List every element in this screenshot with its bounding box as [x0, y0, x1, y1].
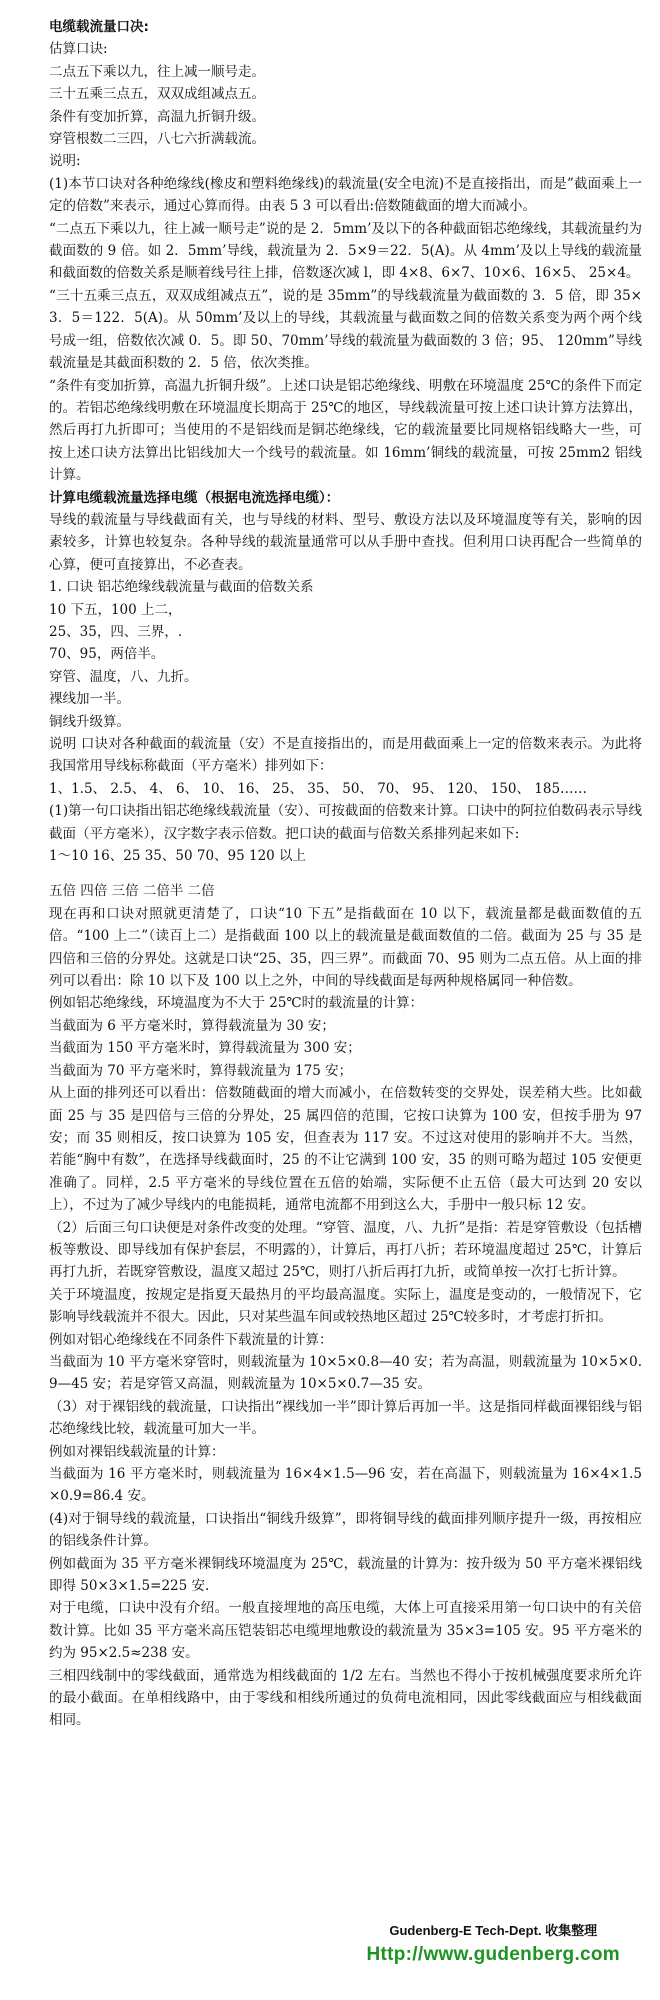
body-paragraph: 从上面的排列还可以看出：倍数随截面的增大而减小，在倍数转变的交界处，误差稍大些。比如截面 25 与 35 是四倍与三倍的分界处，25 属四倍的范围，它按口诀算为 100 安，但按手册为 97 安；而 35 则相反，按口诀算为 105 安，但查表为 117 安。不过这对使用的影响并不大。当然，若能“胸中有数”，在选择导线截面时，25 的不让它满到 100 安，35 的则可略为超过 105 安便更准确了。同样，2.5 平方毫米的导线位置在五倍的始端，实际便不止五倍（最大可达到 20 安以上），不过为了减少导线内的电能损耗，通常电流都不用到这么大，手册中一般只标 12 安。 [49, 1085, 642, 1214]
body-paragraph: 关于环境温度，按规定是指夏天最热月的平均最高温度。实际上，温度是变动的，一般情况下，它影响导线载流并不很大。因此，只对某些温车间或较热地区超过 25℃较多时，才考虑打折扣。 [49, 1286, 642, 1326]
body-paragraph: 三相四线制中的零线截面，通常选为相线截面的 1/2 左右。当然也不得小于按机械强度要求所允许的最小截面。在单相线路中，由于零线和相线所通过的负荷电流相同，因此零线截面应与相线截面相同。 [49, 1667, 642, 1729]
section-list: 1、1.5、 2.5、 4、 6、 10、 16、 25、 35、 50、 70、 95、 120、 150、 185…… [49, 780, 588, 797]
section2-verse: 铜线升级算。 [49, 713, 130, 730]
body-paragraph: 当截面为 16 平方毫米时，则载流量为 16×4×1.5—96 安，若在高温下，则载流量为 16×4×1.5×0.9=86.4 安。 [49, 1466, 642, 1505]
body-paragraph: （2）后面三句口诀便是对条件改变的处理。“穿管、温度，八、九折”是指：若是穿管敷设（包括槽板等敷设、即导线加有保护套层，不明露的），计算后，再打八折；若环境温度超过 25℃，计算后再打九折，若既穿管敷设，温度又超过 25℃，则打八折后再打九折，或简单按一次打七折计算。 [49, 1219, 642, 1281]
section2-heading: 计算电缆载流量选择电缆（根据电流选择电缆）： [49, 489, 340, 506]
section2-intro: 导线的载流量与导线截面有关，也与导线的材料、型号、敷设方法以及环境温度等有关，影响的因素较多，计算也较复杂。各种导线的载流量通常可以从手册中查找。但利用口诀再配合一些简单的心算，便可直接算出，不必查表。 [49, 511, 642, 573]
section-ranges: 1～10 16、25 35、50 70、95 120 以上 [49, 848, 307, 865]
note-paragraph: 说明 口诀对各种截面的载流量（安）不是直接指出的，而是用截面乘上一定的倍数来表示。为此将我国常用导线标称截面（平方毫米）排列如下： [49, 736, 642, 775]
estimate-verse: 二点五下乘以九，往上减一顺号走。 [49, 63, 265, 80]
section2-verse: 裸线加一半。 [49, 691, 130, 708]
section2-verse: 70、95，两倍半。 [49, 646, 165, 663]
body-paragraph: 对于电缆，口诀中没有介绍。一般直接埋地的高压电缆，大体上可直接采用第一句口诀中的有关倍数计算。比如 35 平方毫米高压铠装铝芯电缆埋地敷设的载流量为 35×3=105 安。95 平方毫米的约为 95×2.5≈238 安。 [49, 1600, 642, 1662]
explain-paragraph: “条件有变加折算，高温九折铜升级”。上述口诀是铝芯绝缘线、明敷在环境温度 25℃的条件下而定的。若铝芯绝缘线明敷在环境温度长期高于 25℃的地区，导线载流量可按上述口诀计算方法算出，然后再打九折即可；当使用的不是铝线而是铜芯绝缘线，它的载流量要比同规格铝线略大一些，可按上述口诀方法算出比铝线加大一个线号的载流量。如 16mm’铜线的载流量，可按 25mm2 铝线计算。 [49, 377, 642, 484]
footer-credit: Gudenberg-E Tech-Dept. 收集整理 [389, 1923, 598, 1938]
footer-url: Http://www.gudenberg.com [366, 1944, 620, 1965]
section2-item: 1. 口诀 铝芯绝缘线载流量与截面的倍数关系 [49, 579, 314, 596]
spacer [49, 867, 642, 880]
estimate-heading: 估算口诀: [49, 41, 108, 58]
estimate-verse: 穿管根数二三四，八七六折满载流。 [49, 131, 265, 148]
section2-verse: 穿管、温度，八、九折。 [49, 668, 198, 685]
body-paragraph: 例如对裸铝线载流量的计算： [49, 1443, 225, 1460]
explain-paragraph: “三十五乘三点五，双双成组减点五”，说的是 35mm”的导线载流量为截面数的 3．5 倍，即 35×3．5＝122．5(A)。从 50mm’及以上的导线，其载流量与截面数之间的倍数关系变为两个两个线号成一组，倍数依次减 0．5。即 50、70mm’导线的载流量为截面数的 3 倍；95、 120mm”导线载流量是其截面积数的 2．5 倍，依次类推。 [49, 287, 642, 372]
footer [367, 1920, 621, 1968]
body-paragraph: （3）对于裸铝线的载流量，口诀指出“裸线加一半”即计算后再加一半。这是指同样截面裸铝线与铝芯绝缘线比较，载流量可加大一半。 [49, 1398, 642, 1438]
section2-verse: 10 下五，100 上二， [49, 601, 182, 618]
note-paragraph: (1)第一句口诀指出铝芯绝缘线载流量（安）、可按截面的倍数来计算。口诀中的阿拉伯数码表示导线截面（平方毫米），汉字数字表示倍数。把口诀的截面与倍数关系排列起来如下: [49, 803, 642, 842]
body-paragraph: 例如对铝心绝缘线在不同条件下载流量的计算： [49, 1331, 333, 1348]
estimate-verse: 三十五乘三点五，双双成组减点五。 [49, 86, 265, 103]
multiplier-line: 五倍 四倍 三倍 二倍半 二倍 [49, 883, 215, 900]
body-paragraph: (4)对于铜导线的载流量，口诀指出“铜线升级算”，即将铜导线的截面排列顺序提升一级，再按相应的铝线条件计算。 [49, 1510, 642, 1550]
body-paragraph: 当截面为 6 平方毫米时，算得载流量为 30 安； [49, 1017, 335, 1034]
body-paragraph: 当截面为 10 平方毫米穿管时，则载流量为 10×5×0.8—40 安；若为高温，则载流量为 10×5×0.9—45 安；若是穿管又高温，则载流量为 10×5×0.7—35 安。 [49, 1353, 642, 1393]
explain-heading: 说明: [49, 153, 81, 170]
estimate-verse: 条件有变加折算，高温九折铜升级。 [49, 108, 265, 125]
body-paragraph: 例如截面为 35 平方毫米裸铜线环境温度为 25℃，载流量的计算为：按升级为 50 平方毫米裸铝线即得 50×3×1.5=225 安. [49, 1555, 642, 1595]
doc-title: 电缆载流量口决: [49, 19, 149, 35]
body-paragraph: 例如铝芯绝缘线，环境温度为不大于 25℃时的载流量的计算： [49, 995, 424, 1012]
body-paragraph: 当截面为 150 平方毫米时，算得载流量为 300 安； [49, 1040, 361, 1057]
body-paragraph: 当截面为 70 平方毫米时，算得载流量为 175 安； [49, 1062, 353, 1079]
explain-paragraph: (1)本节口诀对各种绝缘线(橡皮和塑料绝缘线)的载流量(安全电流)不是直接指出，而是”截面乘上一定的倍数”来表示，通过心算而得。由表 5 3 可以看出:倍数随截面的增大而减小。 [49, 175, 642, 215]
explain-paragraph: “二点五下乘以九，往上减一顺号走”说的是 2．5mm’及以下的各种截面铝芯绝缘线，其载流量约为截面数的 9 倍。如 2．5mm’导线，载流量为 2．5×9＝22．5(A)。从 4mm’及以上导线的载流量和截面数的倍数关系是顺着线号往上排，倍数逐次减 l，即 4×8、6×7、10×6、16×5、 25×4。 [49, 220, 642, 282]
body-paragraph: 现在再和口诀对照就更清楚了，口诀“10 下五”是指截面在 10 以下，载流量都是截面数值的五倍。“100 上二”（读百上二）是指截面 100 以上的载流量是截面数值的二倍。截面为 25 与 35 是四倍和三倍的分界处。这就是口诀“25、35，四三界”。而截面 70、95 则为二点五倍。从上面的排列可以看出：除 10 以下及 100 以上之外，中间的导线截面是每两种规格属同一种倍数。 [49, 905, 642, 990]
section2-verse: 25、35，四、三界，. [49, 623, 183, 640]
